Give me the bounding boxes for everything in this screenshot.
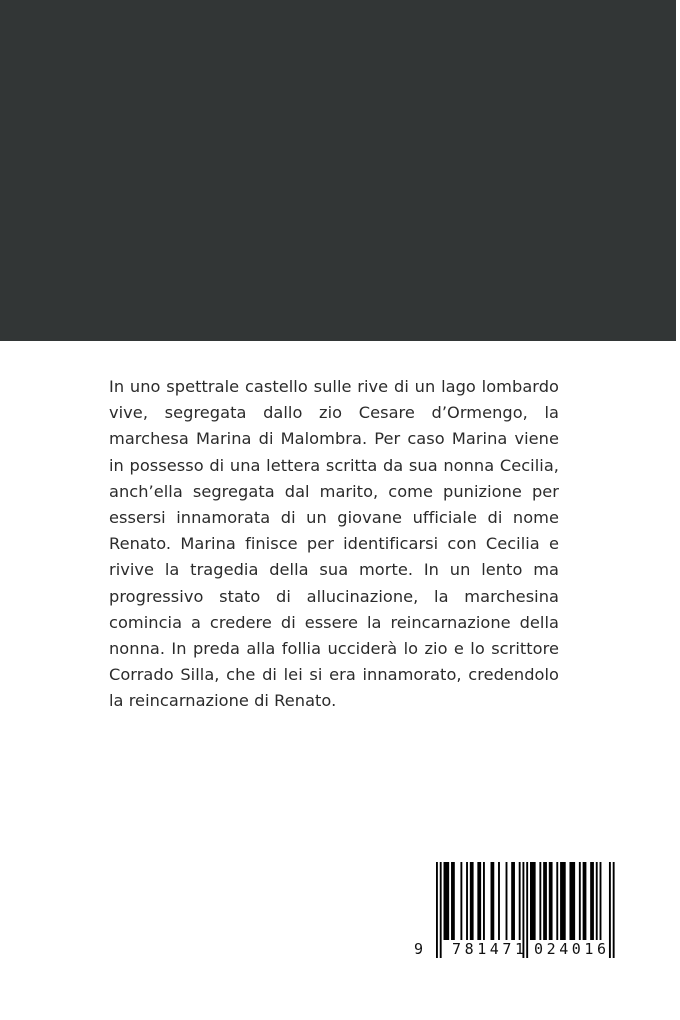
synopsis-line: comincia a credere di essere la reincarnazione della — [109, 612, 559, 632]
synopsis-line: marchesa Marina di Malombra. Per caso Marina viene — [109, 429, 559, 449]
barcode-bar — [444, 862, 450, 940]
book-synopsis — [109, 374, 559, 714]
barcode-prefix-digit: 9 — [414, 940, 424, 958]
barcode-left-digits: 781471 — [452, 940, 524, 958]
barcode-bar — [596, 862, 598, 940]
barcode-graphic — [408, 858, 628, 962]
synopsis-line: nonna. In preda alla follia ucciderà lo zio e lo scrittore — [109, 638, 559, 658]
barcode-bar — [530, 862, 536, 940]
barcode-bar — [543, 862, 547, 940]
barcode-bar — [583, 862, 587, 940]
barcode-bar — [477, 862, 481, 940]
isbn-barcode — [408, 858, 628, 962]
barcode-bar — [549, 862, 553, 940]
barcode-bar — [498, 862, 500, 940]
barcode-bar — [526, 862, 528, 958]
synopsis-line: la reincarnazione di Renato. — [109, 691, 337, 711]
barcode-bar — [460, 862, 462, 940]
barcode-bar — [590, 862, 594, 940]
barcode-bar — [519, 862, 521, 940]
barcode-bar — [436, 862, 438, 958]
barcode-bar — [600, 862, 602, 940]
barcode-bar — [560, 862, 566, 940]
barcode-bar — [613, 862, 615, 958]
synopsis-line: essersi innamorata di un giovane ufficiale di nome — [109, 507, 559, 527]
barcode-bar — [511, 862, 515, 940]
synopsis-line: Renato. Marina finisce per identificarsi con Cecilia e — [109, 534, 559, 554]
barcode-right-digits: 024016 — [534, 940, 606, 958]
dark-header-band — [0, 0, 676, 341]
barcode-bar — [451, 862, 455, 940]
barcode-bar — [466, 862, 468, 940]
barcode-bar — [556, 862, 558, 940]
barcode-bar — [440, 862, 442, 958]
barcode-bar — [483, 862, 485, 940]
synopsis-line: in possesso di una lettera scritta da sua nonna Cecilia, — [109, 455, 559, 475]
barcode-bar — [506, 862, 508, 940]
synopsis-line: Corrado Silla, che di lei si era innamorato, credendolo — [109, 665, 559, 685]
synopsis-line: progressivo stato di allucinazione, la marchesina — [109, 586, 559, 606]
barcode-bar — [569, 862, 575, 940]
barcode-bar — [539, 862, 541, 940]
synopsis-line: In uno spettrale castello sulle rive di un lago lombardo — [109, 377, 559, 396]
barcode-bar — [491, 862, 495, 940]
synopsis-line: rivive la tragedia della sua morte. In un lento ma — [109, 560, 559, 580]
synopsis-line: vive, segregata dallo zio Cesare d’Ormengo, la — [109, 403, 559, 423]
synopsis-line: anch’ella segregata dal marito, come punizione per — [109, 481, 559, 501]
barcode-bar — [609, 862, 611, 958]
barcode-bar — [579, 862, 581, 940]
barcode-bar — [470, 862, 474, 940]
